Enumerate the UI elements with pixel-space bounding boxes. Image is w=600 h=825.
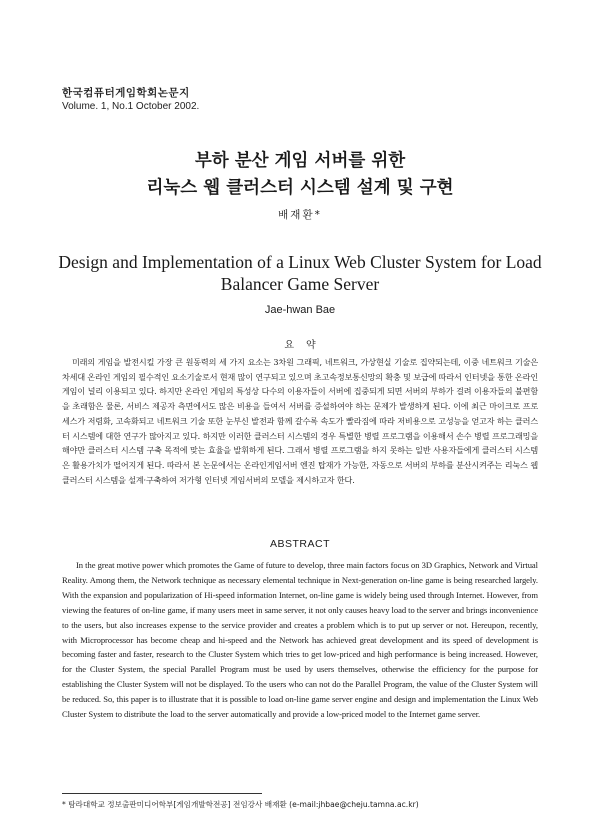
abstract-english-heading: ABSTRACT	[269, 538, 330, 550]
abstract-english-text: In the great motive power which promotes the Game of future to develop, three main factors focus on 3D Graphics, Network and Virtual Reality. Among them, the Network technique as necessary elemental technique in Next-generation on-line game is being researched largely. With the expansion and popularization of Hi-speed information Internet, on-line game is widely being used through Internet. However, from viewing the features of on-line game, if many users meet in same server, it not only causes heavy load to the server and brings inconvenience to the users, but also increases expense to the service provider and creates a problem which is to put up server or not. Hereupon, recently, with Microprocessor has become cheap and hi-speed and the Network has achieved great development and its speed of development is becoming faster and faster, research to the Cluster System which tries to get low-priced and high performance is being increased. However, for the Cluster System, the special Parallel Program must be used by users themselves, otherwise the efficiency for the purpose for establishing the Cluster System will not be displayed. To the users who can not do the Parallel Program, the value of the Cluster System will be reduced. So, this paper is to illustrate that it is possible to load on-line game server engine and design and implementation the Linux Web Cluster System to distribute the load to the server automatically and provide a low-priced model to the Internet game server.	[62, 560, 538, 720]
footnote: * 탐라대학교 정보출판미디어학부[게임개발학전공] 전임강사 배재환 (e-mail:jhbae@cheju.tamna.ac.kr)	[62, 800, 419, 809]
journal-header	[62, 87, 199, 113]
abstract-korean-text: 미래의 게임을 발전시킬 가장 큰 원동력의 세 가지 요소는 3차원 그래픽, 네트워크, 가상현실 기술로 집약되는데, 이중 네트워크 기술은 차세대 온라인 게임의 필수적인 요소기술로서 현재 많이 연구되고 있으며 초고속정보통신망의 확충 및 보급에 따라서 인터넷을 통한 온라인 게임이 널리 이용되고 있다. 하지만 온라인 게임의 특성상 다수의 이용자들이 서버에 집중되게 되면 서버의 부하가 걸려 이용자들의 불편함을 초래함은 물론, 서비스 제공자 측면에서도 많은 비용을 들여서 서버를 증설하여야 하는 문제가 발생하게 된다. 이에 최근 마이크로 프로세스가 저렴화, 고속화되고 네트워크 기술 또한 눈부신 발전과 함께 갈수록 속도가 빨라짐에 따라 저비용으로 고성능을 얻고자 하는 클러스터 시스템에 대한 연구가 많아지고 있다. 하지만 이러한 클러스터 시스템의 경우 특별한 병렬 프로그램을 이용해서 손수 병렬 프로그래밍을 해야만 클러스터 시스템 구축 목적에 맞는 효율을 발휘하게 된다. 그래서 병렬 프로그램을 하지 못하는 일반 사용자들에게 클러스터 시스템은 활용가치가 떨어지게 된다. 따라서 본 논문에서는 온라인게임서버 엔진 탑재가 가능한, 자동으로 서버의 부하를 분산시켜주는 리눅스 웹 클러스터 시스템을 설계·구축하여 저가형 인터넷 게임서버의 모델을 제시하고자 한다.	[62, 357, 538, 485]
footnote-divider	[62, 793, 262, 794]
title-english-line2: Balancer Game Server	[220, 274, 380, 294]
abstract-korean-heading: 요약	[284, 340, 328, 351]
title-korean	[0, 148, 600, 202]
title-korean-line1: 부하 분산 게임 서버를 위한	[194, 151, 406, 171]
journal-volume: Volume. 1, No.1 October 2002.	[62, 101, 200, 112]
title-english-line1: Design and Implementation of a Linux Web Cluster System for Load	[58, 252, 542, 272]
title-english	[0, 251, 600, 295]
author-english: Jae-hwan Bae	[264, 304, 336, 316]
author-korean: 배재환*	[278, 209, 322, 221]
journal-name: 한국컴퓨터게임학회논문지	[62, 87, 190, 99]
title-korean-line2: 리눅스 웹 클러스터 시스템 설계 및 구현	[146, 178, 454, 198]
